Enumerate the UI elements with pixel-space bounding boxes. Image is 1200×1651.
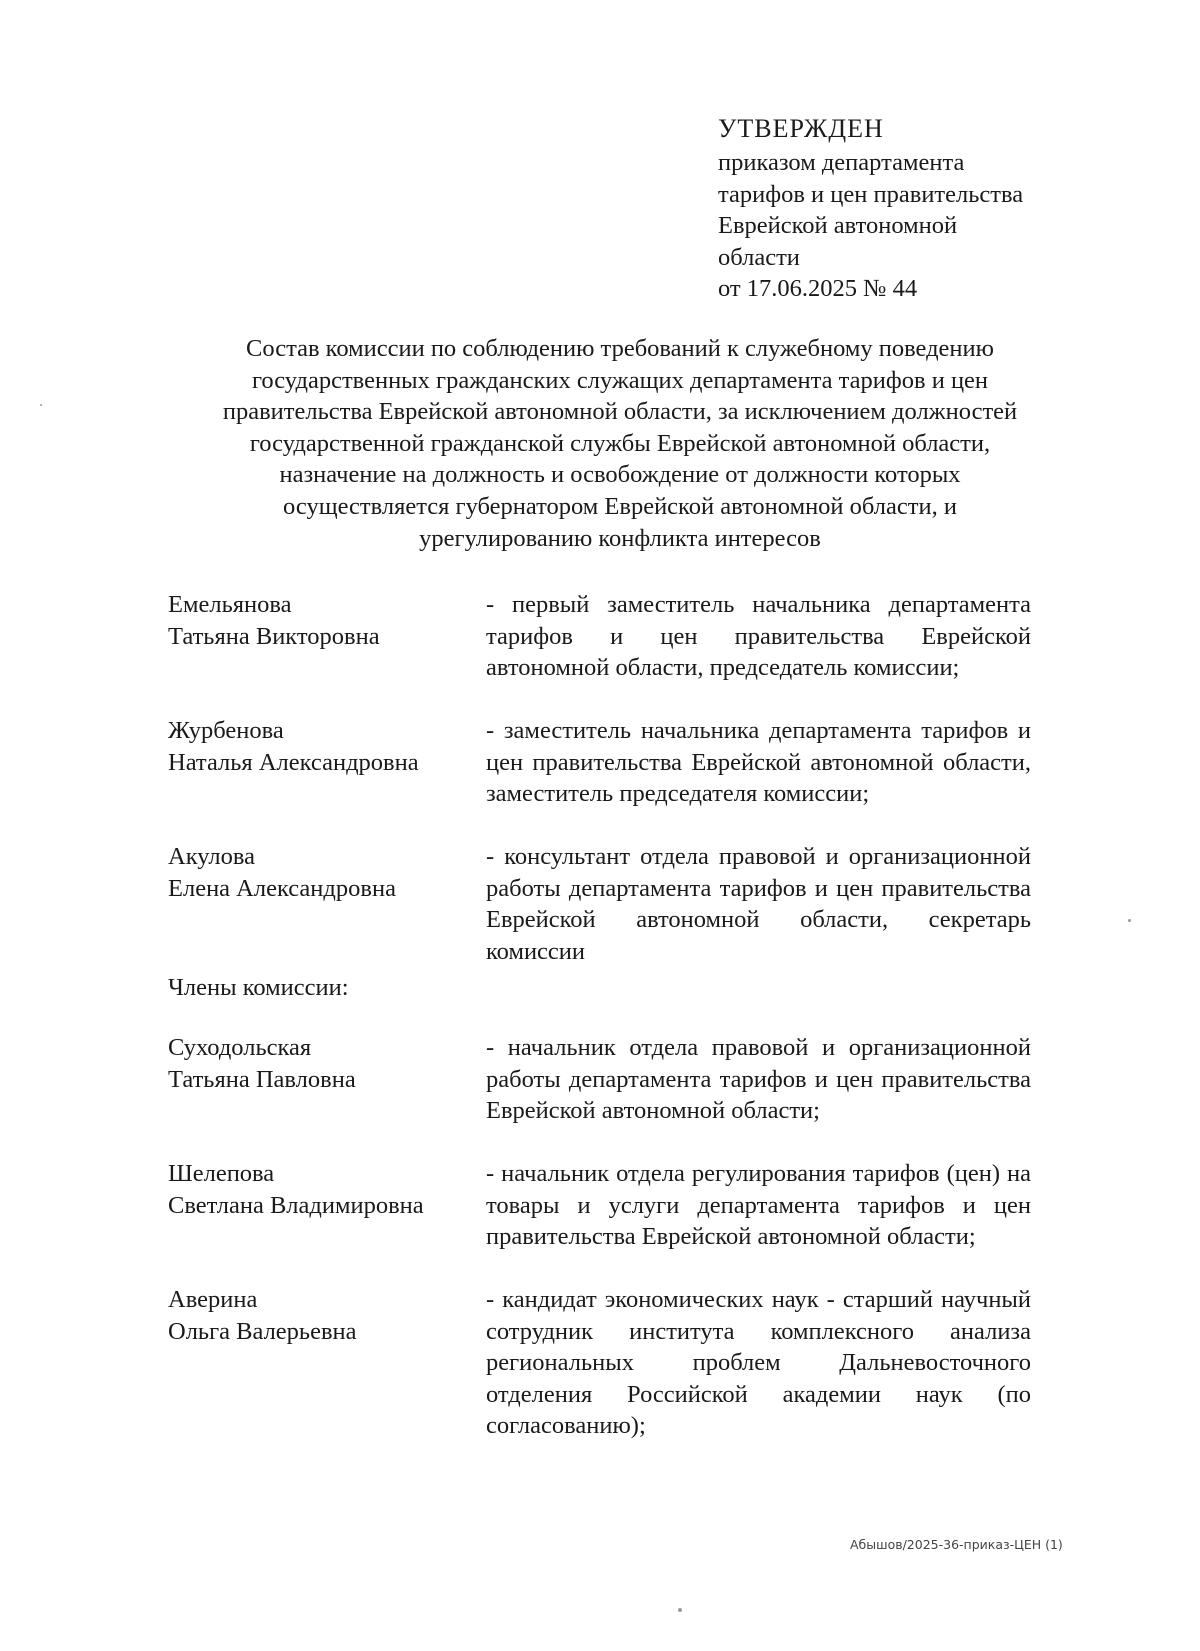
member-role: - консультант отдела правовой и организационной работы департамента тарифов и цен правительства Еврейской автономной области, секретарь комиссии <box>486 843 1031 965</box>
scan-speck <box>678 1608 682 1612</box>
member-surname: Емельянова <box>168 591 292 618</box>
member-given-names: Светлана Владимировна <box>168 1191 424 1219</box>
member-given-names: Елена Александровна <box>168 874 396 902</box>
approval-heading: УТВЕРЖДЕН <box>718 114 884 143</box>
document-title <box>160 333 1080 554</box>
member-surname: Журбенова <box>168 717 284 744</box>
approval-stamp <box>718 113 1138 305</box>
member-surname: Аверина <box>168 1286 258 1313</box>
member-given-names: Наталья Александровна <box>168 748 419 776</box>
member-name <box>168 841 478 904</box>
member-surname: Суходольская <box>168 1034 312 1061</box>
title-line: государственных гражданских служащих департамента тарифов и цен <box>251 366 989 394</box>
title-line: осуществляется губернатором Еврейской автономной области, и <box>283 492 957 520</box>
member-name <box>168 1032 478 1095</box>
member-role: - первый заместитель начальника департамента тарифов и цен правительства Еврейской автономной области, председатель комиссии; <box>486 591 1031 681</box>
title-line: назначение на должность и освобождение от должности которых <box>279 461 961 489</box>
title-line: урегулированию конфликта интересов <box>419 524 821 552</box>
member-name <box>168 715 478 778</box>
members-heading: Члены комиссии: <box>168 974 349 1001</box>
title-line: государственной гражданской службы Еврейской автономной области, <box>249 429 991 457</box>
member-given-names: Татьяна Викторовна <box>168 622 380 650</box>
scan-speck <box>40 404 42 406</box>
title-line: Состав комиссии по соблюдению требований к служебному поведению <box>246 335 994 362</box>
approval-line: тарифов и цен правительства <box>718 180 1024 208</box>
approval-line: приказом департамента <box>718 149 965 176</box>
member-name <box>168 589 478 652</box>
member-role: - заместитель начальника департамента тарифов и цен правительства Еврейской автономной области, заместитель председателя комиссии; <box>486 717 1031 807</box>
approval-line: Еврейской автономной <box>718 212 958 239</box>
approval-line: области <box>718 243 800 271</box>
member-surname: Шелепова <box>168 1160 275 1187</box>
scan-speck <box>1128 919 1131 922</box>
approval-date-number: от 17.06.2025 № 44 <box>718 275 918 302</box>
member-role: - начальник отдела регулирования тарифов (цен) на товары и услуги департамента тарифов и цен правительства Еврейской автономной области; <box>486 1160 1031 1250</box>
member-role: - кандидат экономических наук - старший научный сотрудник института комплексного анализа региональных проблем Дальневосточного отделения Российской академии наук (по согласованию); <box>486 1286 1031 1439</box>
member-given-names: Татьяна Павловна <box>168 1065 356 1093</box>
member-given-names: Ольга Валерьевна <box>168 1317 357 1345</box>
member-name <box>168 1284 478 1347</box>
member-role: - начальник отдела правовой и организационной работы департамента тарифов и цен правительства Еврейской автономной области; <box>486 1034 1031 1124</box>
document-reference: Абышов/2025-36-приказ-ЦЕН (1) <box>850 1537 1063 1552</box>
member-name <box>168 1158 478 1221</box>
member-surname: Акулова <box>168 843 256 870</box>
title-line: правительства Еврейской автономной области, за исключением должностей <box>222 398 1018 426</box>
